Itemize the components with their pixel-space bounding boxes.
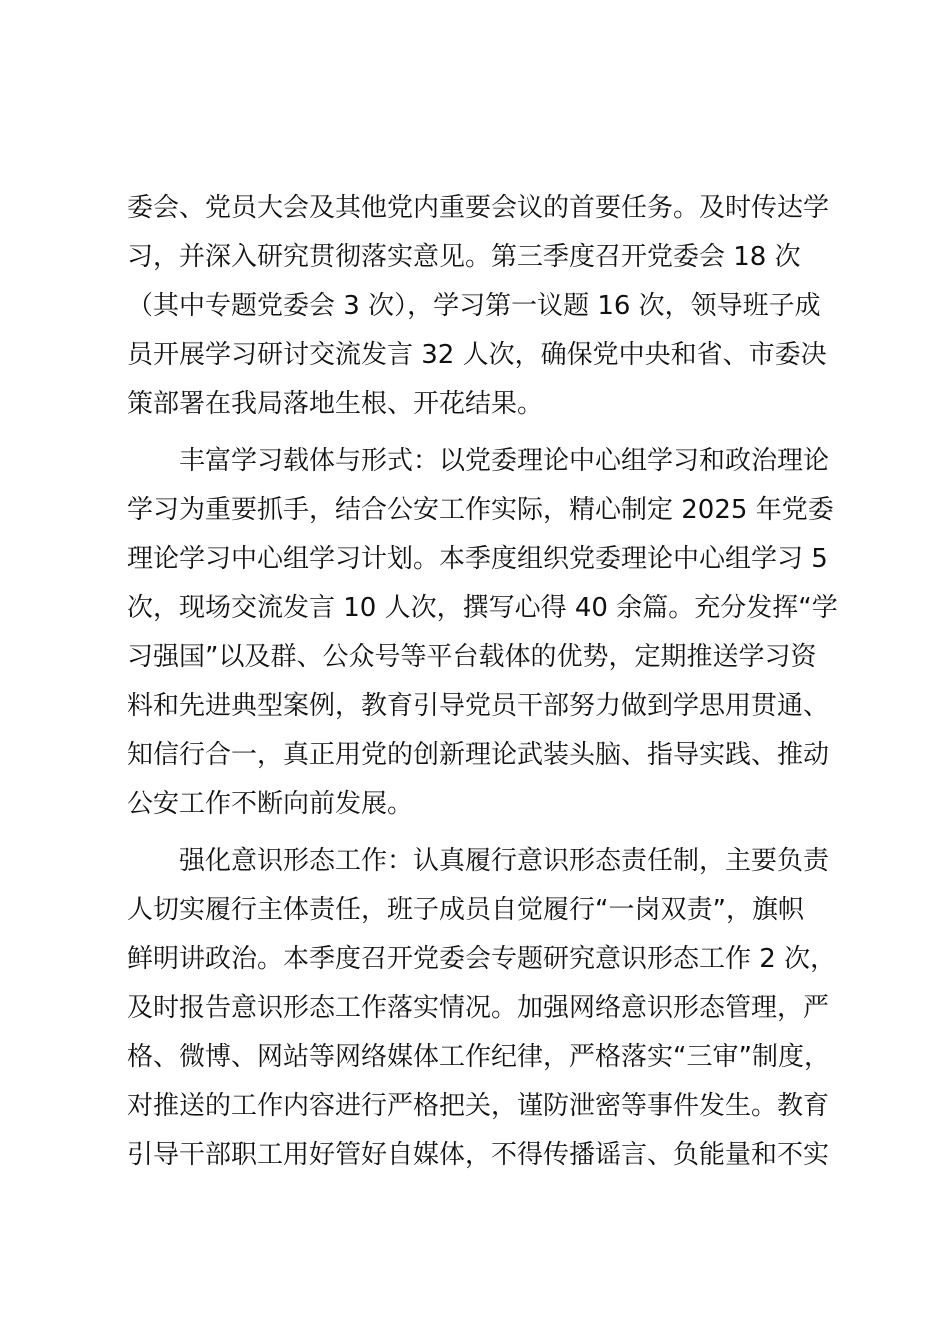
paragraph-line: 格、微博、网站等网络媒体工作纪律，严格落实“三审”制度， xyxy=(127,1042,830,1072)
paragraph-3 xyxy=(127,837,847,1180)
paragraph-line: 及时报告意识形态工作落实情况。加强网络意识形态管理，严 xyxy=(127,993,830,1023)
paragraph-line: 策部署在我局落地生根、开花结果。 xyxy=(127,389,544,419)
paragraph-line: 引导干部职工用好管好自媒体，不得传播谣言、负能量和不实 xyxy=(127,1140,830,1170)
paragraph-line: 料和先进典型案例，教育引导党员干部努力做到学思用贯通、 xyxy=(127,691,830,721)
paragraph-line: 丰富学习载体与形式：以党委理论中心组学习和政治理论 xyxy=(179,446,830,476)
paragraph-line: 习，并深入研究贯彻落实意见。第三季度召开党委会 18 次 xyxy=(127,242,801,272)
paragraph-line: （其中专题党委会 3 次），学习第一议题 16 次，领导班子成 xyxy=(127,291,821,321)
paragraph-line: 人切实履行主体责任，班子成员自觉履行“一岗双责”，旗帜 xyxy=(127,895,804,925)
paragraph-1 xyxy=(127,184,847,429)
paragraph-line: 员开展学习研讨交流发言 32 人次，确保党中央和省、市委决 xyxy=(127,340,827,370)
paragraph-line: 习强国”以及群、公众号等平台载体的优势，定期推送学习资 xyxy=(127,642,817,672)
paragraph-line: 强化意识形态工作：认真履行意识形态责任制，主要负责 xyxy=(179,846,830,876)
paragraph-line: 知信行合一，真正用党的创新理论武装头脑、指导实践、推动 xyxy=(127,740,830,770)
paragraph-line: 对推送的工作内容进行严格把关，谨防泄密等事件发生。教育 xyxy=(127,1091,830,1121)
paragraph-line: 理论学习中心组学习计划。本季度组织党委理论中心组学习 5 xyxy=(127,544,828,574)
document-body xyxy=(127,184,847,1180)
paragraph-line: 委会、党员大会及其他党内重要会议的首要任务。及时传达学 xyxy=(127,193,830,223)
paragraph-line: 公安工作不断向前发展。 xyxy=(127,789,414,819)
paragraph-line: 次，现场交流发言 10 人次，撰写心得 40 余篇。充分发挥“学 xyxy=(127,593,838,623)
paragraph-line: 鲜明讲政治。本季度召开党委会专题研究意识形态工作 2 次， xyxy=(127,944,837,974)
paragraph-2 xyxy=(127,437,847,829)
paragraph-line: 学习为重要抓手，结合公安工作实际，精心制定 2025 年党委 xyxy=(127,495,834,525)
